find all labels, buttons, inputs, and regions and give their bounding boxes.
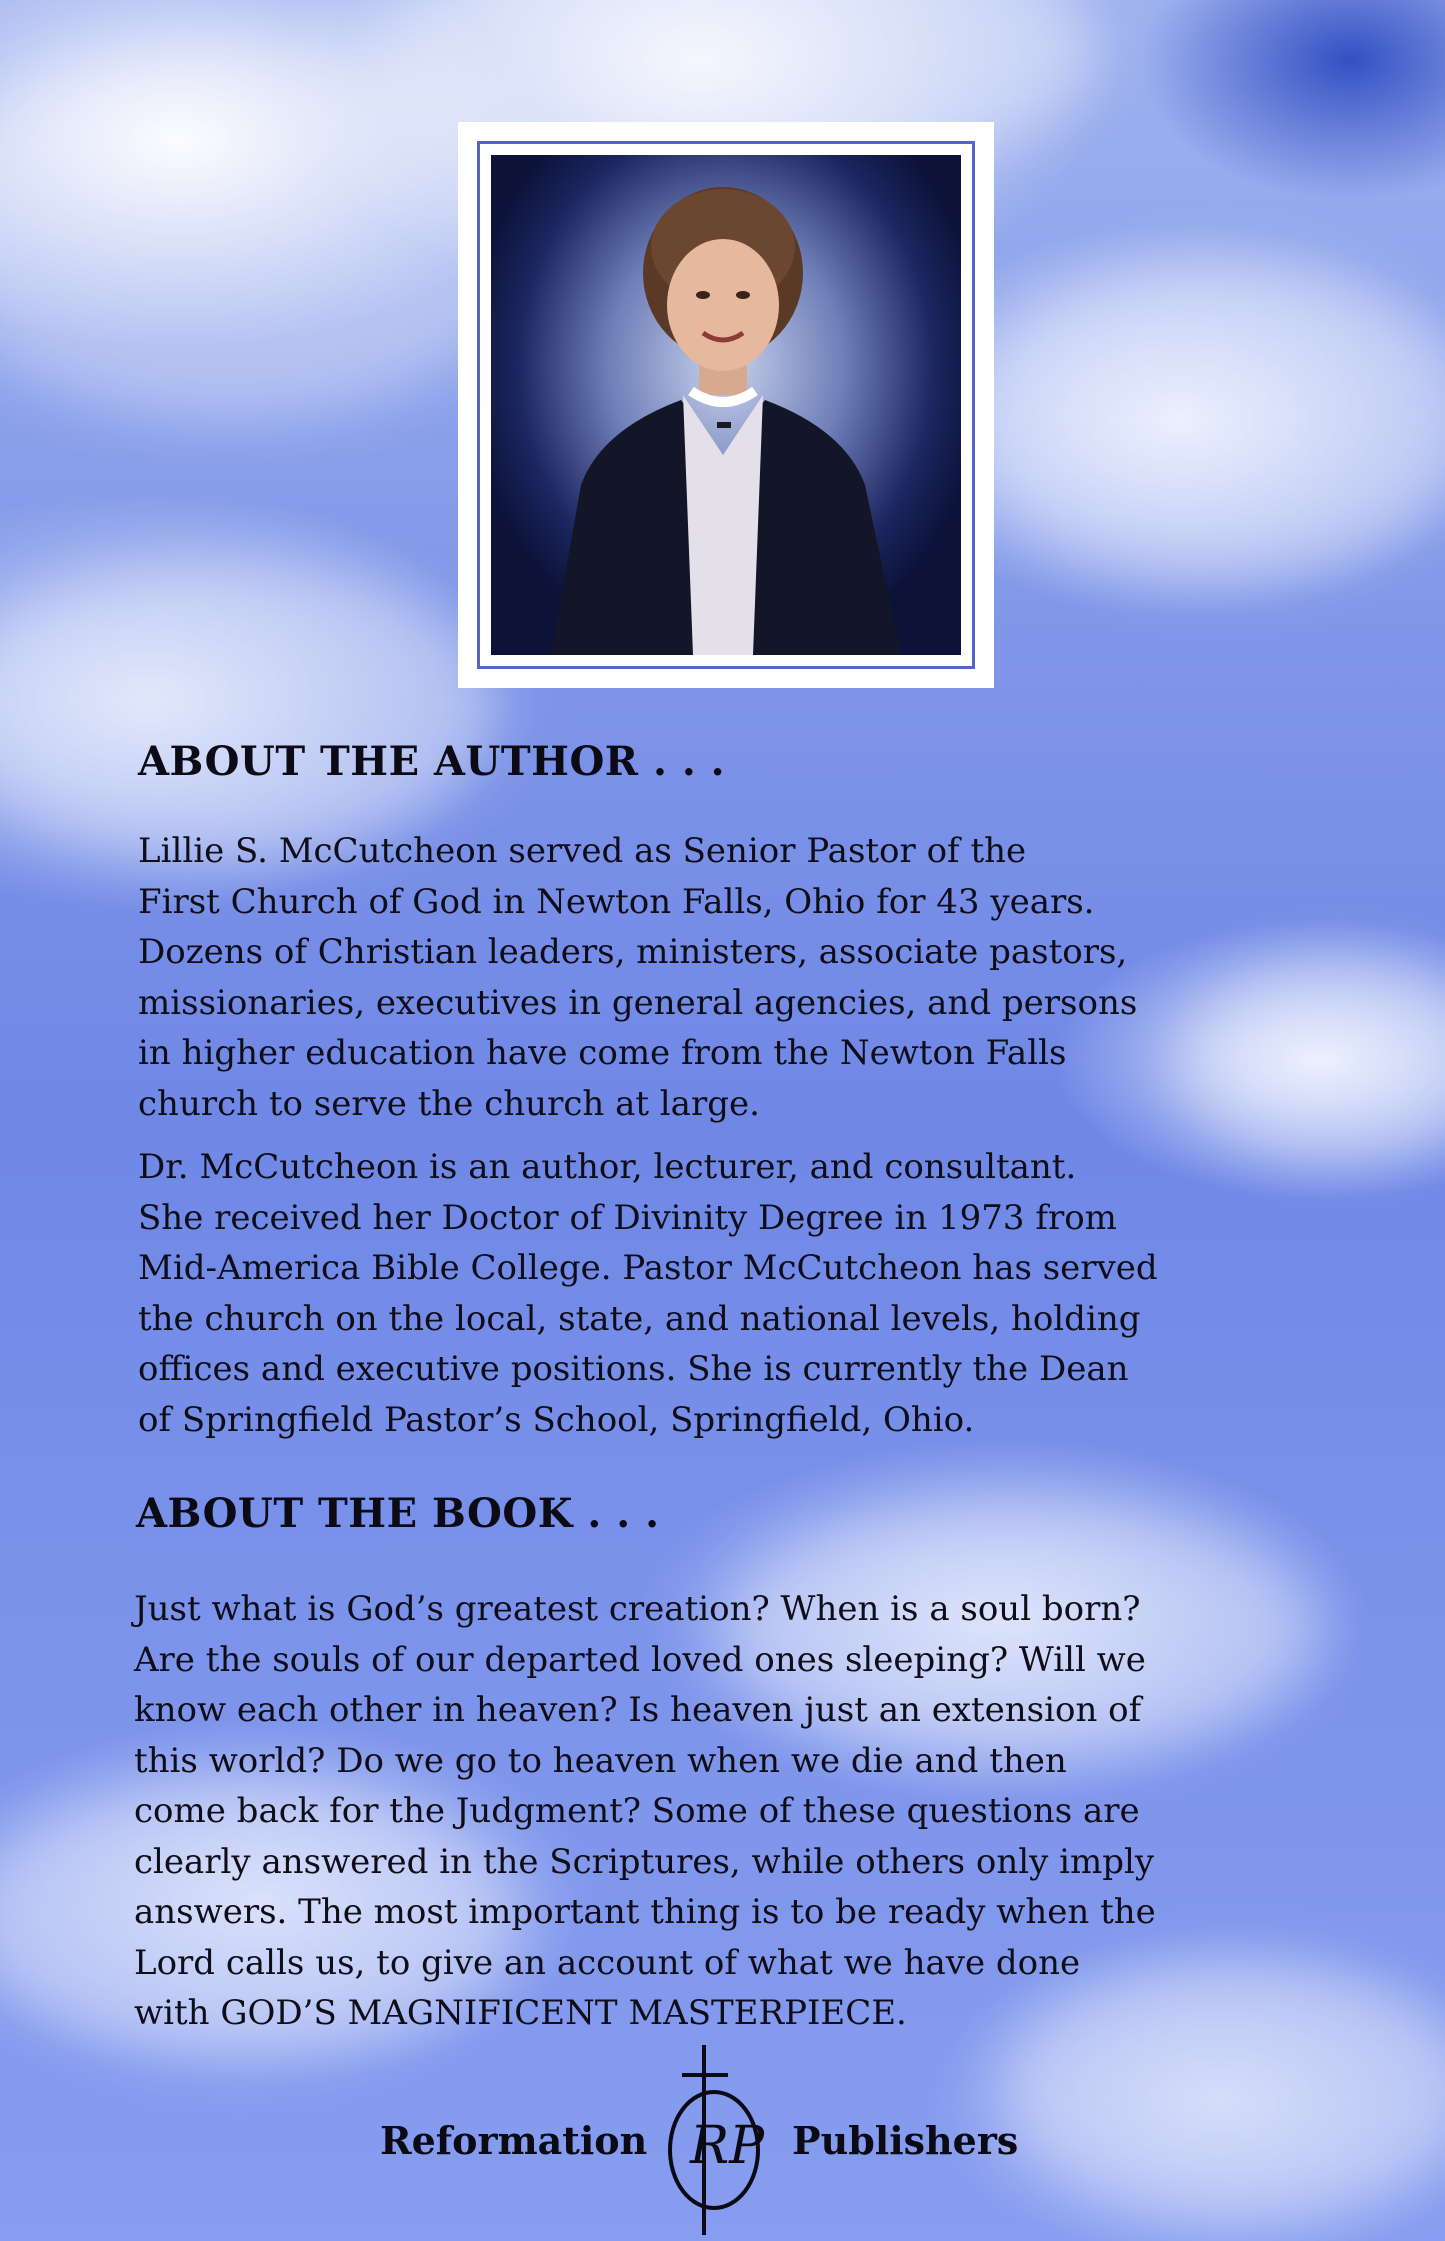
author-portrait-illustration — [491, 155, 961, 655]
cloud — [1180, 960, 1445, 1160]
cloud — [960, 260, 1445, 580]
text-line: offices and executive positions. She is currently the Dean — [138, 1349, 1129, 1389]
text-line: Are the souls of our departed loved ones sleeping? Will we — [134, 1639, 1146, 1680]
about-book-heading: ABOUT THE BOOK . . . — [136, 1490, 660, 1537]
text-line: know each other in heaven? Is heaven just an extension of — [134, 1690, 1142, 1730]
text-line: with GOD’S MAGNIFICENT MASTERPIECE. — [134, 1993, 907, 2033]
text-line: come back for the Judgment? Some of these questions are — [134, 1791, 1140, 1831]
author-photo-frame — [462, 126, 990, 684]
publisher-name-left: Reformation — [380, 2118, 648, 2163]
text-line: Mid-America Bible College. Pastor McCutcheon has served — [138, 1248, 1158, 1288]
text-line: of Springfield Pastor’s School, Springfield, Ohio. — [138, 1399, 975, 1440]
publisher-logo-icon — [646, 2045, 786, 2235]
text-line: She received her Doctor of Divinity Degree in 1973 from — [138, 1197, 1117, 1238]
text-line: missionaries, executives in general agencies, and persons — [138, 982, 1138, 1023]
text-line: First Church of God in Newton Falls, Ohio for 43 years. — [138, 881, 1095, 922]
author-photo — [491, 155, 961, 655]
text-line: answers. The most important thing is to be ready when the — [134, 1892, 1156, 1932]
text-line: in higher education have come from the Newton Falls — [138, 1033, 1067, 1073]
text-line: Just what is God’s greatest creation? When is a soul born? — [134, 1589, 1141, 1629]
logo-letters: RP — [690, 2116, 765, 2176]
text-line: clearly answered in the Scriptures, while others only imply — [134, 1841, 1155, 1882]
about-book-paragraph — [134, 1584, 1156, 2039]
text-line: Dr. McCutcheon is an author, lecturer, and consultant. — [138, 1147, 1077, 1187]
text-line: Lillie S. McCutcheon served as Senior Pastor of the — [138, 831, 1027, 871]
about-author-paragraph-1 — [138, 826, 1137, 1129]
text-line: Lord calls us, to give an account of what we have done — [134, 1942, 1081, 1983]
cloud — [0, 560, 500, 860]
about-author-paragraph-2 — [138, 1142, 1158, 1445]
text-line: Dozens of Christian leaders, ministers, associate pastors, — [138, 932, 1128, 972]
text-line: this world? Do we go to heaven when we die and then — [134, 1740, 1067, 1781]
publisher-name-right: Publishers — [792, 2118, 1019, 2163]
text-line: church to serve the church at large. — [138, 1083, 760, 1124]
about-author-heading: ABOUT THE AUTHOR . . . — [138, 738, 726, 785]
text-line: the church on the local, state, and national levels, holding — [138, 1298, 1141, 1339]
